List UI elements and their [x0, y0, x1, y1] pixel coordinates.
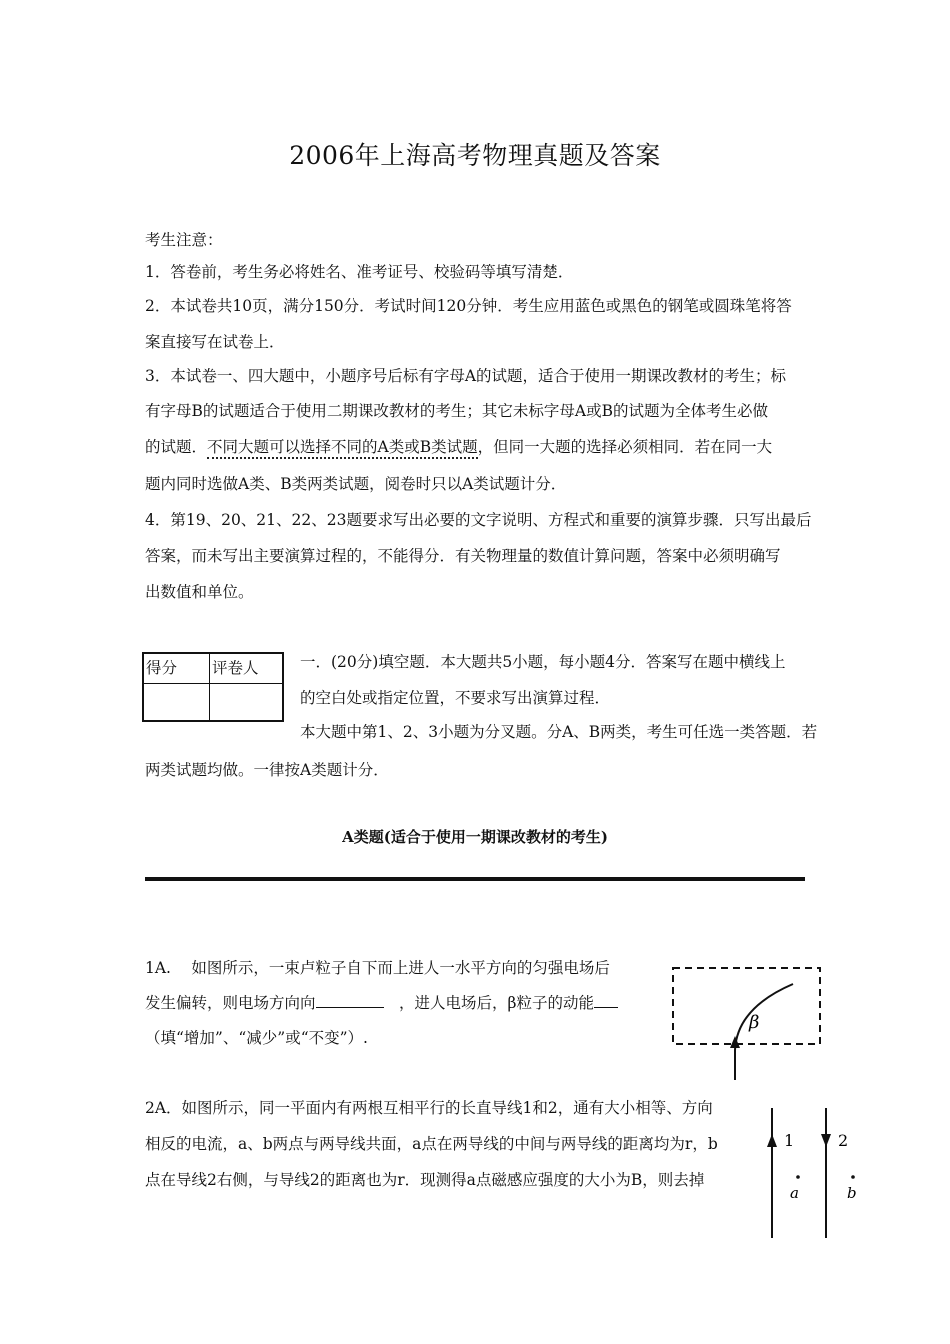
notice-line-9: 答案，而未写出主要演算过程的，不能得分．有关物理量的数值计算问题，答案中必须明确写: [145, 547, 781, 565]
score-table: [142, 652, 284, 722]
notice-line-6-start: 的试题．: [145, 438, 208, 456]
point-a: [796, 1175, 800, 1179]
part1-line-4: 两类试题均做。一律按A类题计分．: [145, 761, 389, 779]
notice-line-8: 4．第19、20、21、22、23题要求写出必要的文字说明、方程式和重要的演算步骤．只写出最后: [145, 511, 812, 529]
q1a-line-2: 发生偏转，则电场方向向 ，进人电场后，β粒子的动能: [145, 992, 810, 1013]
notice-line-5: 有字母B的试题适合于使用二期课改教材的考生；其它未标字母A或B的试题为全体考生必做: [145, 402, 768, 420]
notice-line-4: 3．本试卷一、四大题中，小题序号后标有字母A的试题，适合于使用一期课改教材的考生；标: [145, 367, 787, 385]
arrow-down-icon: [821, 1134, 831, 1147]
beta-trajectory: [735, 984, 793, 1080]
q2a-line-1: 2A．如图所示，同一平面内有两根互相平行的长直导线1和2，通有大小相等、方向: [145, 1099, 713, 1117]
arrow-up-icon: [767, 1134, 777, 1147]
notice-line-2: 2．本试卷共10页，满分150分．考试时间120分钟．考生应用蓝色或黑色的钢笔或圆珠笔将答: [145, 297, 792, 315]
q1a-line-1: 1A. 如图所示，一束卢粒子自下而上进人一水平方向的匀强电场后: [145, 959, 610, 977]
wire-1-label: 1: [784, 1131, 795, 1150]
point-b-label: b: [847, 1184, 857, 1202]
page-title: 2006年上海高考物理真题及答案: [289, 141, 661, 170]
electric-field-region: [673, 968, 820, 1044]
section-divider: [145, 877, 805, 881]
q1a-line-3: （填“增加”、“减少”或“不变”）.: [145, 1029, 368, 1047]
grader-cell-label: 评卷人: [212, 659, 259, 677]
beta-label: β: [749, 1012, 760, 1033]
notice-line-6: [145, 437, 810, 457]
q2a-figure: [760, 1100, 870, 1245]
notice-line-7: 题内同时选做A类、B类两类试题，阅卷时只以A类试题计分．: [145, 475, 567, 493]
notice-line-3: 案直接写在试卷上．: [145, 333, 285, 351]
part1-line-1: 一．(20分)填空题．本大题共5小题，每小题4分．答案写在题中横线上: [300, 653, 786, 671]
point-a-label: a: [790, 1184, 799, 1202]
notice-line-10: 出数值和单位。: [145, 583, 254, 601]
wire-2-label: 2: [838, 1131, 849, 1150]
notice-line-6-end: ，但同一大题的选择必须相同．若在同一大: [477, 438, 773, 456]
q1a-blank-1[interactable]: [316, 992, 384, 1008]
q2a-line-2: 相反的电流，a、b两点与两导线共面，a点在两导线的中间与两导线的距离均为r，b: [145, 1135, 718, 1153]
score-cell-label: 得分: [146, 659, 178, 677]
part1-line-2: 的空白处或指定位置，不要求写出演算过程．: [300, 689, 611, 707]
arrow-up-icon: [730, 1036, 740, 1048]
notice-emphasis: 不同大题可以选择不同的A类或B类试题: [207, 438, 478, 459]
point-b: [851, 1175, 855, 1179]
part1-line-3: 本大题中第1、2、3小题为分叉题。分A、B两类，考生可任选一类答题．若: [300, 723, 818, 741]
q1a-figure: [665, 960, 830, 1085]
section-a-heading: A类题(适合于使用一期课改教材的考生): [342, 828, 608, 846]
notice-heading: 考生注意：: [145, 231, 223, 249]
notice-line-1: 1．答卷前，考生务必将姓名、准考证号、校验码等填写清楚．: [145, 263, 574, 281]
q1a-blank-2[interactable]: [594, 992, 618, 1008]
q2a-line-3: 点在导线2右侧，与导线2的距离也为r．现测得a点磁感应强度的大小为B，则去掉: [145, 1171, 705, 1189]
